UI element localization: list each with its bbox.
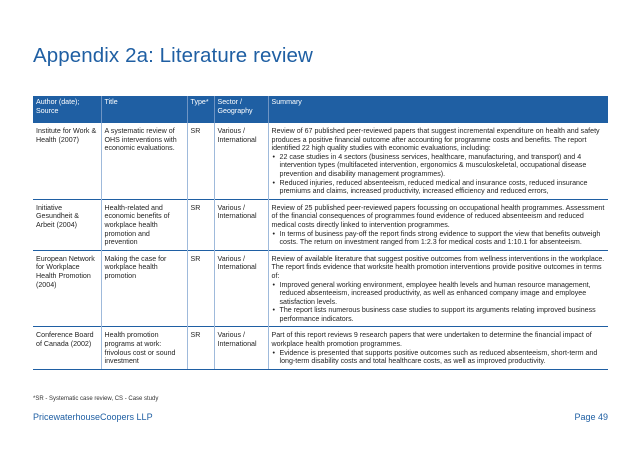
summary-bullet: • 22 case studies in 4 sectors (business services, healthcare, manufacturing, and transport) and 4 intervention types (multifaceted intervention, ergonomics & musculoskeletal, occupational disease prevention and disability management programmes). [272, 153, 606, 179]
cell-type: SR [187, 123, 214, 200]
summary-bullet: • The report lists numerous business case studies to support its arguments relating improved business performance indicators. [272, 306, 606, 323]
cell-sector: Various / International [214, 327, 268, 369]
cell-title: Health promotion programs at work: frivolous cost or sound investment [101, 327, 187, 369]
table-row [33, 250, 608, 327]
cell-type: SR [187, 250, 214, 327]
cell-summary [268, 123, 608, 200]
cell-author: Conference Board of Canada (2002) [33, 327, 101, 369]
header-summary: Summary [268, 96, 608, 123]
cell-summary [268, 250, 608, 327]
table-row [33, 199, 608, 250]
header-sector: Sector / Geography [214, 96, 268, 123]
summary-text: Part of this report reviews 9 research papers that were undertaken to determine the financial impact of workplace health promotion programmes. [271, 331, 592, 349]
footer-page-number: Page 49 [574, 412, 608, 422]
table-row [33, 327, 608, 369]
cell-sector: Various / International [214, 250, 268, 327]
cell-type: SR [187, 327, 214, 369]
footnote: *SR - Systematic case review, CS - Case study [33, 396, 159, 402]
cell-sector: Various / International [214, 123, 268, 200]
cell-summary [268, 199, 608, 250]
summary-bullet: • Reduced injuries, reduced absenteeism, reduced medical and insurance costs, reduced insurance premiums and claims, increased productivity, increased efficiency and reduced errors, [272, 179, 606, 196]
summary-bullet: • In terms of business pay-off the report finds strong evidence to support the view that benefits outweigh costs. The return on investment ranged from 1:2.3 for medical costs and 1:10.1 for absenteeism. [272, 230, 606, 247]
summary-text: Review of available literature that suggest positive outcomes from wellness interventions in the workplace. The report finds evidence that worksite health promotion interventions provide positive outcomes in terms of: [271, 254, 605, 280]
summary-bullet: • Improved general working environment, employee health levels and human resource management, reduced absenteeism, increased productivity, as well as enhanced company image and employee satisfaction levels. [272, 281, 606, 307]
cell-sector: Various / International [214, 199, 268, 250]
summary-bullet: • Evidence is presented that supports positive outcomes such as reduced absenteeism, short-term and long-term disability costs and total healthcare costs, as well as improved productivity. [272, 349, 606, 366]
summary-text: Review of 25 published peer-reviewed papers focussing on occupational health programmes. Assessment of the financial consequences of programmes found evidence of reduced absenteeism and reduced medical costs directly linked to intervention programmes. [271, 203, 605, 229]
cell-author: Initiative Gesundheit & Arbeit (2004) [33, 199, 101, 250]
cell-title: Making the case for workplace health promotion [101, 250, 187, 327]
table-row [33, 123, 608, 200]
header-author: Author (date); Source [33, 96, 101, 123]
cell-title: Health-related and economic benefits of workplace health promotion and prevention [101, 199, 187, 250]
cell-author: European Network for Workplace Health Promotion (2004) [33, 250, 101, 327]
header-type: Type* [187, 96, 214, 123]
table-header-row [33, 96, 608, 123]
page-title: Appendix 2a: Literature review [33, 44, 313, 67]
cell-title: A systematic review of OHS interventions with economic evaluations. [101, 123, 187, 200]
header-title: Title [101, 96, 187, 123]
footer-company: PricewaterhouseCoopers LLP [33, 412, 153, 422]
summary-text: Review of 67 published peer-reviewed papers that suggest incremental expenditure on health and safety produces a positive financial outcome after accounting for programme costs and benefits. The report identified 22 high quality studies with economic evaluations, including: [271, 127, 600, 153]
cell-author: Institute for Work & Health (2007) [33, 123, 101, 200]
cell-type: SR [187, 199, 214, 250]
cell-summary [268, 327, 608, 369]
literature-review-table [33, 96, 608, 370]
